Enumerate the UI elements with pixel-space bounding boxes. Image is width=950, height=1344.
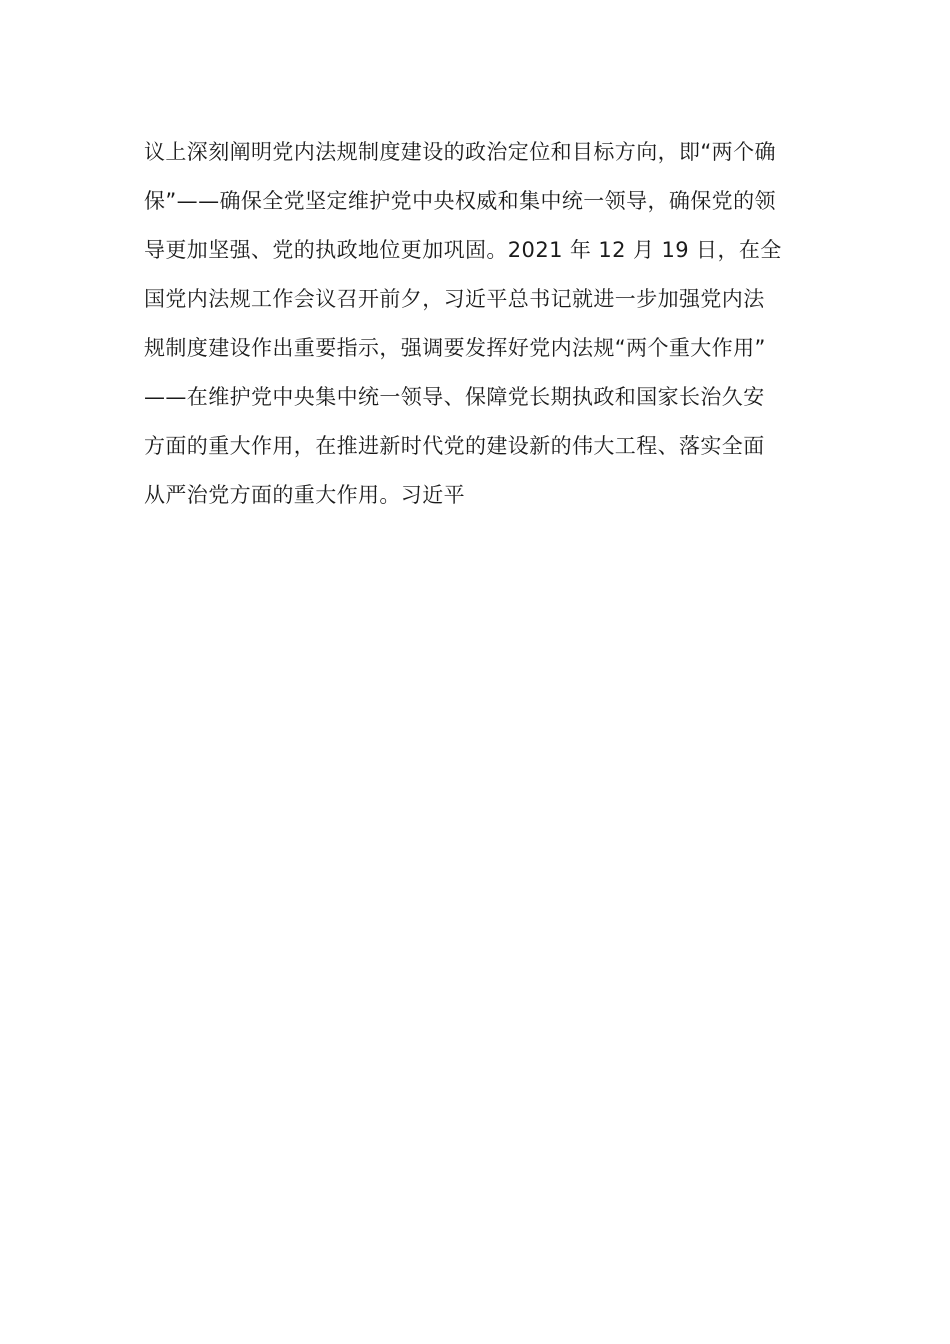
paragraph-line: 保”——确保全党坚定维护党中央权威和集中统一领导，确保党的领 [144, 189, 776, 213]
body-paragraph [144, 128, 814, 520]
paragraph-line: 国党内法规工作会议召开前夕，习近平总书记就进一步加强党内法 [144, 287, 765, 311]
paragraph-line: 从严治党方面的重大作用。习近平 [144, 483, 465, 507]
paragraph-line: 方面的重大作用，在推进新时代党的建设新的伟大工程、落实全面 [144, 434, 765, 458]
paragraph-line: 议上深刻阐明党内法规制度建设的政治定位和目标方向，即“两个确 [144, 140, 776, 164]
paragraph-line: 规制度建设作出重要指示，强调要发挥好党内法规“两个重大作用” [144, 336, 766, 360]
paragraph-line: ——在维护党中央集中统一领导、保障党长期执政和国家长治久安 [144, 385, 765, 409]
paragraph-line: 导更加坚强、党的执政地位更加巩固。2021 年 12 月 19 日，在全 [144, 238, 782, 262]
